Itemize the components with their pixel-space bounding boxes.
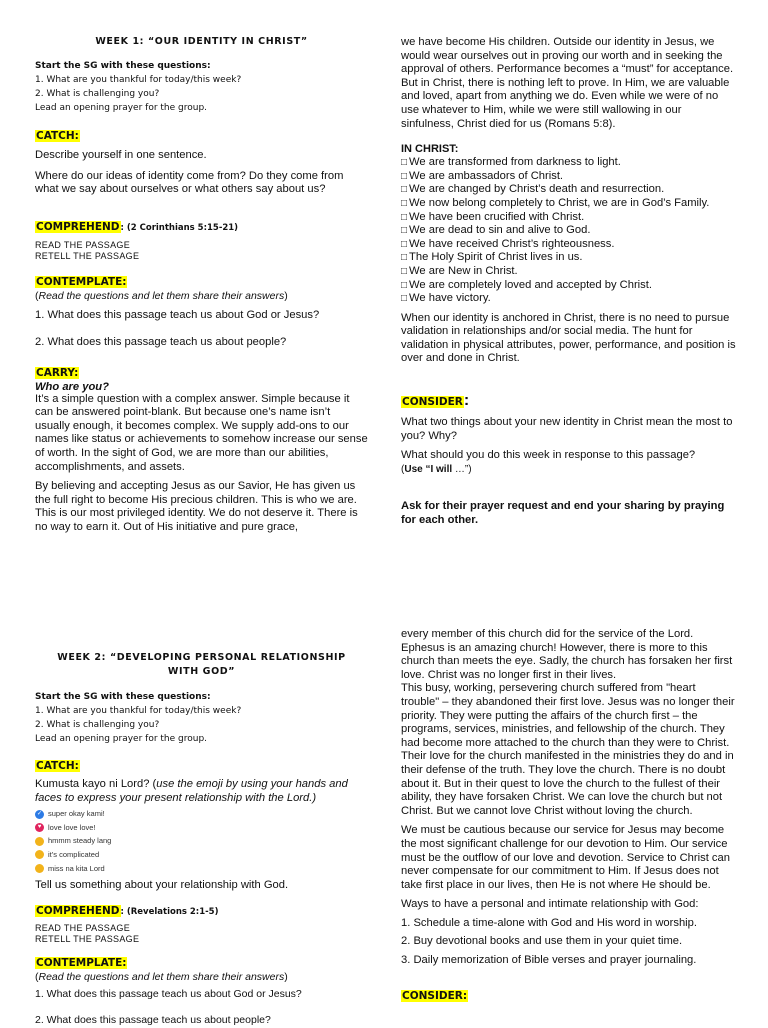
emoji-item: hmmm steady lang [35,834,368,848]
week2-way-item: 1. Schedule a time-alone with God and His word in worship. [401,916,697,929]
list-item: □ We are transformed from darkness to light. [401,156,621,169]
emoji-item: it’s complicated [35,848,368,862]
week2-start-heading: Start the SG with these questions: [35,692,211,702]
week2-catch-question: Kumusta kayo ni Lord? (use the emoji by using your hands and faces to express your present relationship with the Lord.) [35,778,348,804]
week1-start-item: 1. What are you thankful for today/this week? [35,75,242,85]
week2-question-1: 1. What does this passage teach us about God or Jesus? [35,988,302,1001]
bullet-icon: □ [401,225,408,237]
emoji-item: ✓ super okay kami! [36,809,105,819]
list-item: □ We are dead to sin and alive to God. [401,224,591,237]
emoji-item: ♥ love love love! [35,821,368,835]
week1-catch-label: CATCH: [36,130,79,142]
list-item: □ We have received Christ’s righteousness. [401,237,615,250]
week1-read: READ THE PASSAGE [35,239,130,250]
week1-in-christ-list [401,156,736,306]
week1-in-christ-label: IN CHRIST: [401,143,459,156]
week2-retell: RETELL THE PASSAGE [35,933,140,944]
week1-question-2: 2. What does this passage teach us about people? [35,335,287,348]
week1-consider-q2: What should you do this week in response to this passage? [401,449,696,462]
week1-anchored-paragraph: When our identity is anchored in Christ, there is no need to pursue validation in relationships and/or social media. The hunt for validation in physical attributes, power, performance, and position is over and done in Christ. [401,311,736,365]
list-item: □ We are changed by Christ’s death and resurrection. [401,183,665,196]
week2-comprehend-label: COMPREHEND [36,904,120,917]
week2-right-p2: This busy, working, persevering church suffered from "heart trouble" – they abandoned their first love. Jesus was no longer their priority. They were putting the affairs of the church first – the programs, services, ministries, and fellowship of the church. They had become more attached to the church than they were to Christ. Their love for the church manifested in the ministries they do and in their defense of the truth. They love the church. There is no doubt about it. But in their quest to love the church to the fullest of their ability, they have forsaken Christ. We can love the church but not Christ. But we cannot love Christ without loving the church. [401,682,735,817]
list-item: □ We are ambassadors of Christ. [401,169,564,182]
bullet-icon: □ [401,184,408,196]
week1-left-column [35,36,368,535]
bullet-icon: □ [401,157,408,169]
bullet-icon: □ [401,238,408,250]
bullet-icon: □ [401,265,408,277]
week1-retell: RETELL THE PASSAGE [35,250,140,261]
week2-tell: Tell us something about your relationship with God. [35,879,289,892]
week2-contemplate-label: CONTEMPLATE: [36,956,127,969]
week1-contemplate-note: (Read the questions and let them share their answers) [35,289,288,302]
week2-question-2: 2. What does this passage teach us about people? [35,1013,271,1026]
week2-right-p1: every member of this church did for the service of the Lord. Ephesus is an amazing church! However, there is more to this church than meets the eye. Sadly, the church has forsaken her first love. Christ was no longer first in their lives. [401,628,733,681]
list-item: □ We have victory. [401,292,491,305]
week2-right-p3: We must be cautious because our service for Jesus may become the most significant challenge for our devotion to Him. Our service must be the outflow of our love and devotion. Service to Christ can never compensate for our commitment to Him. If Jesus does not take first place in our lives, then He is not where He should be. [401,824,730,891]
week1-use-i-will: (Use “I will …”) [401,463,472,475]
week1-consider-label: CONSIDER [402,396,463,409]
list-item: □ We are New in Christ. [401,264,518,277]
week2-start-item: 1. What are you thankful for today/this week? [35,706,242,716]
week1-comprehend-ref: : (2 Corinthians 5:15-21) [120,222,239,233]
week1-carry-p1: It’s a simple question with a complex answer. Simple because it can be answered point-blank. But because one’s name isn’t usually enough, it becomes complex. We supply add-ons to our names like status or achievements to somehow increase our sense of worth. In the sight of God, we are more than our abilities, accomplishments, and assets. [35,392,368,473]
week2-title-line2: WITH GOD” [167,666,236,677]
bullet-icon: □ [401,211,408,223]
week2-read: READ THE PASSAGE [35,922,130,933]
shocked-face-icon [35,850,44,859]
sad-face-icon [35,864,44,873]
week1-contemplate-label: CONTEMPLATE: [36,275,127,288]
week1-carry-label: CARRY: [36,366,79,379]
week1-comprehend-label: COMPREHEND [36,220,120,233]
week1-start-item: Lead an opening prayer for the group. [35,103,208,113]
list-item: □ We are completely loved and accepted by Christ. [401,278,652,291]
thumbs-up-icon: ✓ [36,810,43,817]
week1-title: WEEK 1: “OUR IDENTITY IN CHRIST” [95,36,308,47]
week2-left-column [35,651,368,1028]
emoji-item: miss na kita Lord [35,862,368,876]
bullet-icon: □ [401,197,408,209]
week1-question-1: 1. What does this passage teach us about God or Jesus? [35,309,320,322]
week2-start-item: Lead an opening prayer for the group. [35,734,208,744]
bullet-icon: □ [401,293,408,305]
week2-ways-heading: Ways to have a personal and intimate relationship with God: [401,898,699,911]
week2-way-item: 2. Buy devotional books and use them in your quiet time. [401,935,683,948]
list-item: □ We have been crucified with Christ. [401,210,585,223]
week1-continued-paragraph: we have become His children. Outside our identity in Jesus, we would wear ourselves out in proving our worth and in seeking the approval of others. Performance becomes a “must” for acceptance. But in Christ, there is nothing left to prove. In Him, we are valuable and loved, apart from anything we do. Even while we were of no use whatever to Him, while we were still wallowing in our sinfulness, Christ died for us (Romans 5:8). [401,36,734,130]
week1-closing: Ask for their prayer request and end your sharing by praying for each other. [401,500,725,527]
week2-comprehend-ref: : (Revelations 2:1-5) [120,906,219,917]
week2-way-item: 3. Daily memorization of Bible verses and prayer journaling. [401,954,697,967]
week2-consider-label: CONSIDER: [402,989,468,1002]
list-item: □ We now belong completely to Christ, we are in God’s Family. [401,196,710,209]
bullet-icon: □ [401,252,408,264]
week2-catch-label: CATCH: [36,760,79,772]
week1-start-heading: Start the SG with these questions: [35,61,211,71]
heart-icon: ♥ [35,823,44,832]
week2-start-item: 2. What is challenging you? [35,720,160,730]
bullet-icon: □ [401,170,408,182]
week1-start-item: 2. What is challenging you? [35,89,160,99]
week2-title-line1: WEEK 2: “DEVELOPING PERSONAL RELATIONSHIP [57,652,346,663]
week1-who-heading: Who are you? [35,380,109,393]
week1-consider-q1: What two things about your new identity in Christ mean the most to you? Why? [401,416,733,442]
neutral-face-icon [35,837,44,846]
week2-right-column [401,628,736,1004]
week1-catch-1: Describe yourself in one sentence. [35,149,207,161]
week1-right-column: we have become His children. Outside our identity in Jesus, we would wear ourselves out in proving our worth and in seeking the approval of others. Performance becomes a “must” for acceptance. But in Christ, there is nothing left to prove. In Him, we are valuable and loved, apart from anything we do. Even while we were of no use whatever to Him, while we were still wallowing in our sinfulness, Christ died for us (Romans 5:8). IN CHRIST: □ We are transformed from darkness to light. □ We are ambassadors of Christ. □ We are changed by Christ’s death and resurrection. □ We now belong completely to Christ, we are in God’s Family. □ We have been crucified with Christ. □ We are dead to sin and alive to God. □ We have received Christ’s righteousness. □ The Holy Spirit of Christ lives in us. □ We are New in Christ. □ We are completely loved and accepted by Christ. □ We have victory. When our identity is anchored in Christ, there is no need to pursue validation in relationships and/or social media. The hunt for validation in physical attributes, power, performance, and position is over and done in Christ. CONSIDER: What two things about your new identity in Christ mean the most to you? Why? What should you do this week in response to this passage? (Use “I will …”) Ask for their prayer request and end your sharing by praying for each other. [401,36,736,527]
week2-emoji-list [35,807,368,875]
list-item: □ The Holy Spirit of Christ lives in us. [401,251,583,264]
week1-catch-2: Where do our ideas of identity come from? Do they come from what we say about ourselves or what others say about us? [35,169,344,196]
week1-carry-p2: By believing and accepting Jesus as our Savior, He has given us the full right to become His precious children. This is who we are. This is our most privileged identity. We do not deserve it. There is no way to earn it. Out of His initiative and pure grace, [35,480,358,533]
week2-contemplate-note: (Read the questions and let them share their answers) [35,970,288,983]
bullet-icon: □ [401,279,408,291]
